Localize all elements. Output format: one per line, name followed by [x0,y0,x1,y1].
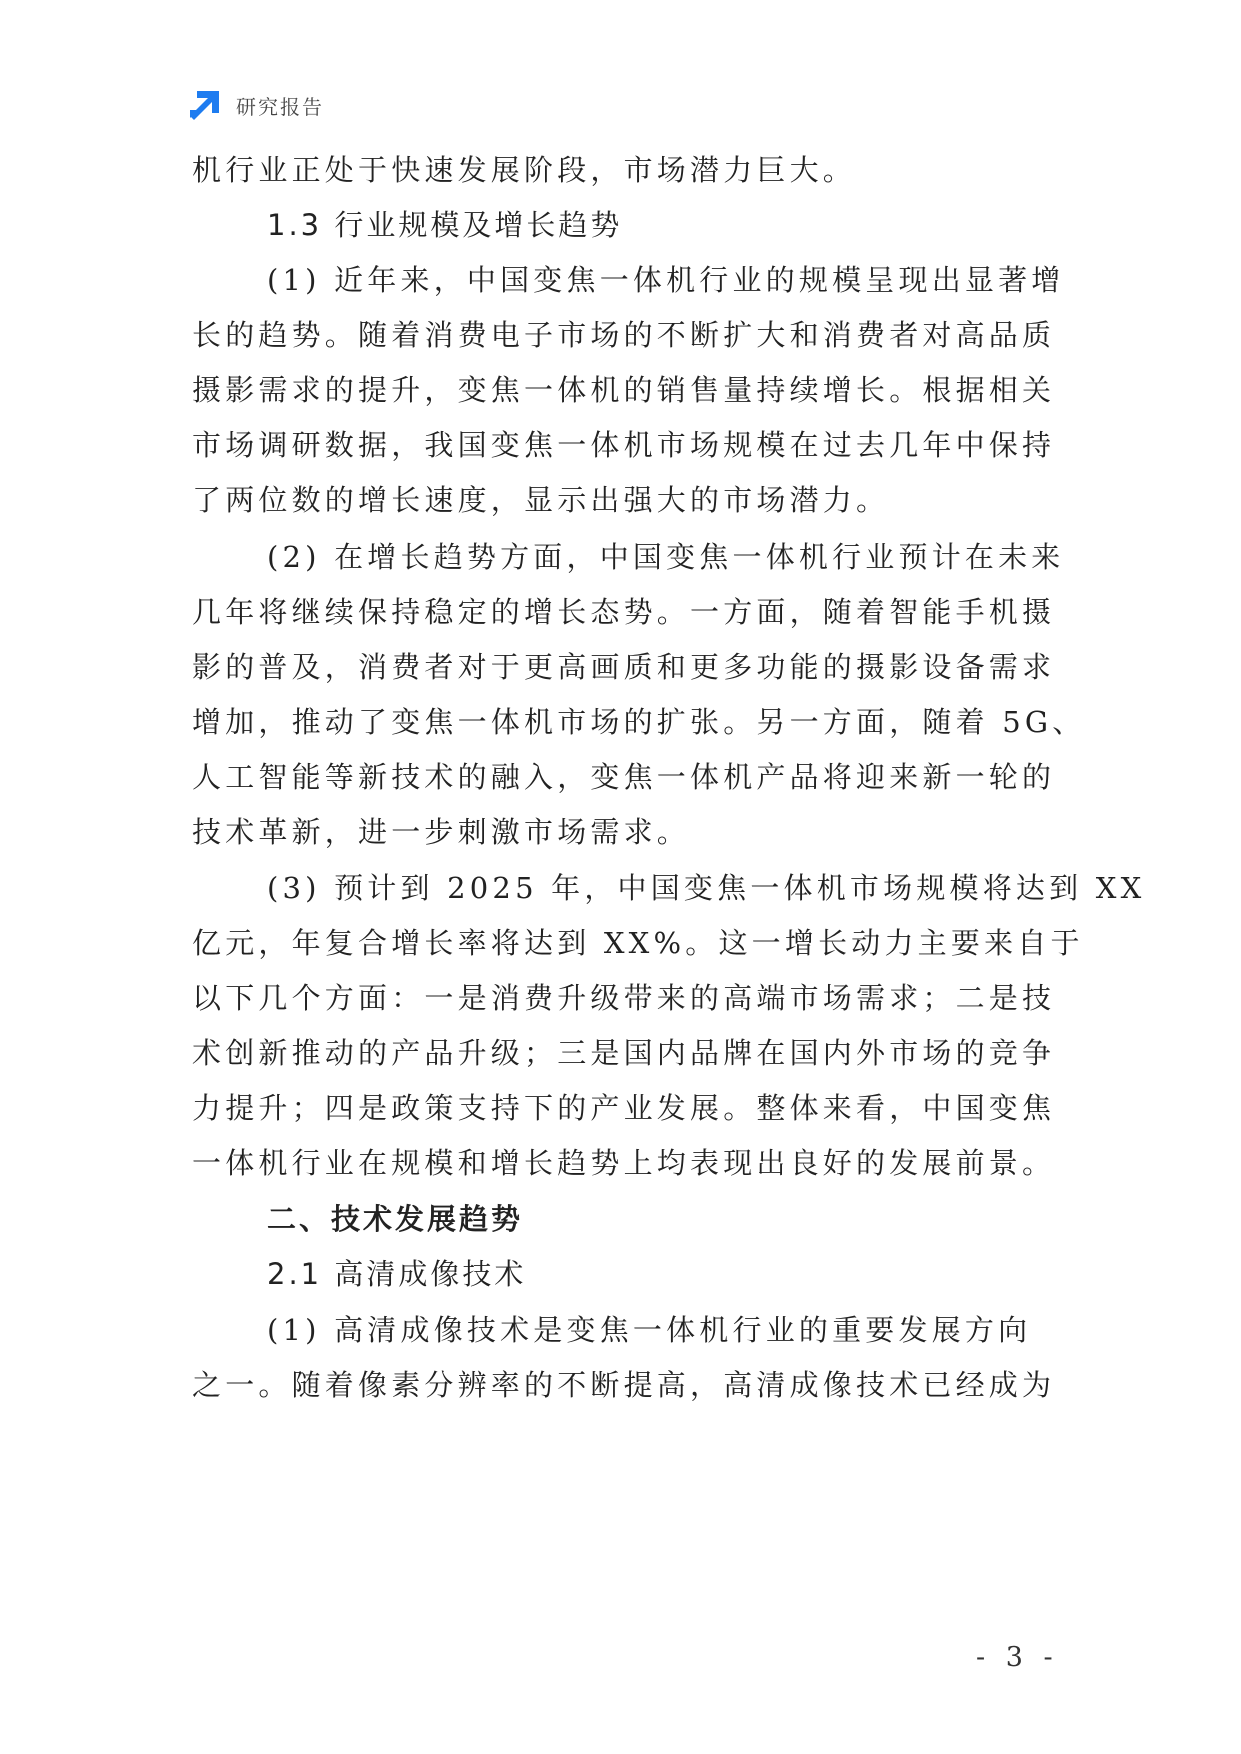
section-heading-2-1: 2.1 高清成像技术 [267,1257,527,1291]
paragraph-3-line: 力提升；四是政策支持下的产业发展。整体来看，中国变焦 [192,1091,1056,1125]
paragraph-2-line: (2) 在增长趋势方面，中国变焦一体机行业预计在未来 [267,540,1065,574]
paragraph-2-line: 几年将继续保持稳定的增长态势。一方面，随着智能手机摄 [192,595,1056,629]
paragraph-2-line: 增加，推动了变焦一体机市场的扩张。另一方面，随着 5G、 [192,705,1086,739]
paragraph-3-line: 一体机行业在规模和增长趋势上均表现出良好的发展前景。 [192,1146,1056,1180]
chapter-heading-2: 二、技术发展趋势 [267,1202,524,1236]
header-title: 研究报告 [236,94,324,119]
paragraph-2-line: 影的普及，消费者对于更高画质和更多功能的摄影设备需求 [192,650,1056,684]
paragraph-3-line: 亿元，年复合增长率将达到 XX%。这一增长动力主要来自于 [192,926,1084,960]
arrow-logo-icon [188,88,222,122]
paragraph-2-line: 技术革新，进一步刺激市场需求。 [192,815,691,849]
page-number: - 3 - [976,1642,1059,1673]
text-line: 机行业正处于快速发展阶段，市场潜力巨大。 [192,153,857,187]
paragraph-1-line: 市场调研数据，我国变焦一体机市场规模在过去几年中保持 [192,428,1056,462]
paragraph-1-line: 了两位数的增长速度，显示出强大的市场潜力。 [192,483,890,517]
section-heading-1-3: 1.3 行业规模及增长趋势 [267,208,623,242]
paragraph-4-line: 之一。随着像素分辨率的不断提高，高清成像技术已经成为 [192,1368,1056,1402]
paragraph-2-line: 人工智能等新技术的融入，变焦一体机产品将迎来新一轮的 [192,760,1056,794]
page-header [188,88,324,122]
paragraph-1-line: 摄影需求的提升，变焦一体机的销售量持续增长。根据相关 [192,373,1056,407]
paragraph-3-line: (3) 预计到 2025 年，中国变焦一体机市场规模将达到 XX [267,871,1146,905]
paragraph-1-line: (1) 近年来，中国变焦一体机行业的规模呈现出显著增 [267,263,1065,297]
paragraph-4-line: (1) 高清成像技术是变焦一体机行业的重要发展方向 [267,1313,1032,1347]
paragraph-3-line: 术创新推动的产品升级；三是国内品牌在国内外市场的竞争 [192,1036,1056,1070]
paragraph-1-line: 长的趋势。随着消费电子市场的不断扩大和消费者对高品质 [192,318,1056,352]
paragraph-3-line: 以下几个方面：一是消费升级带来的高端市场需求；二是技 [192,981,1056,1015]
